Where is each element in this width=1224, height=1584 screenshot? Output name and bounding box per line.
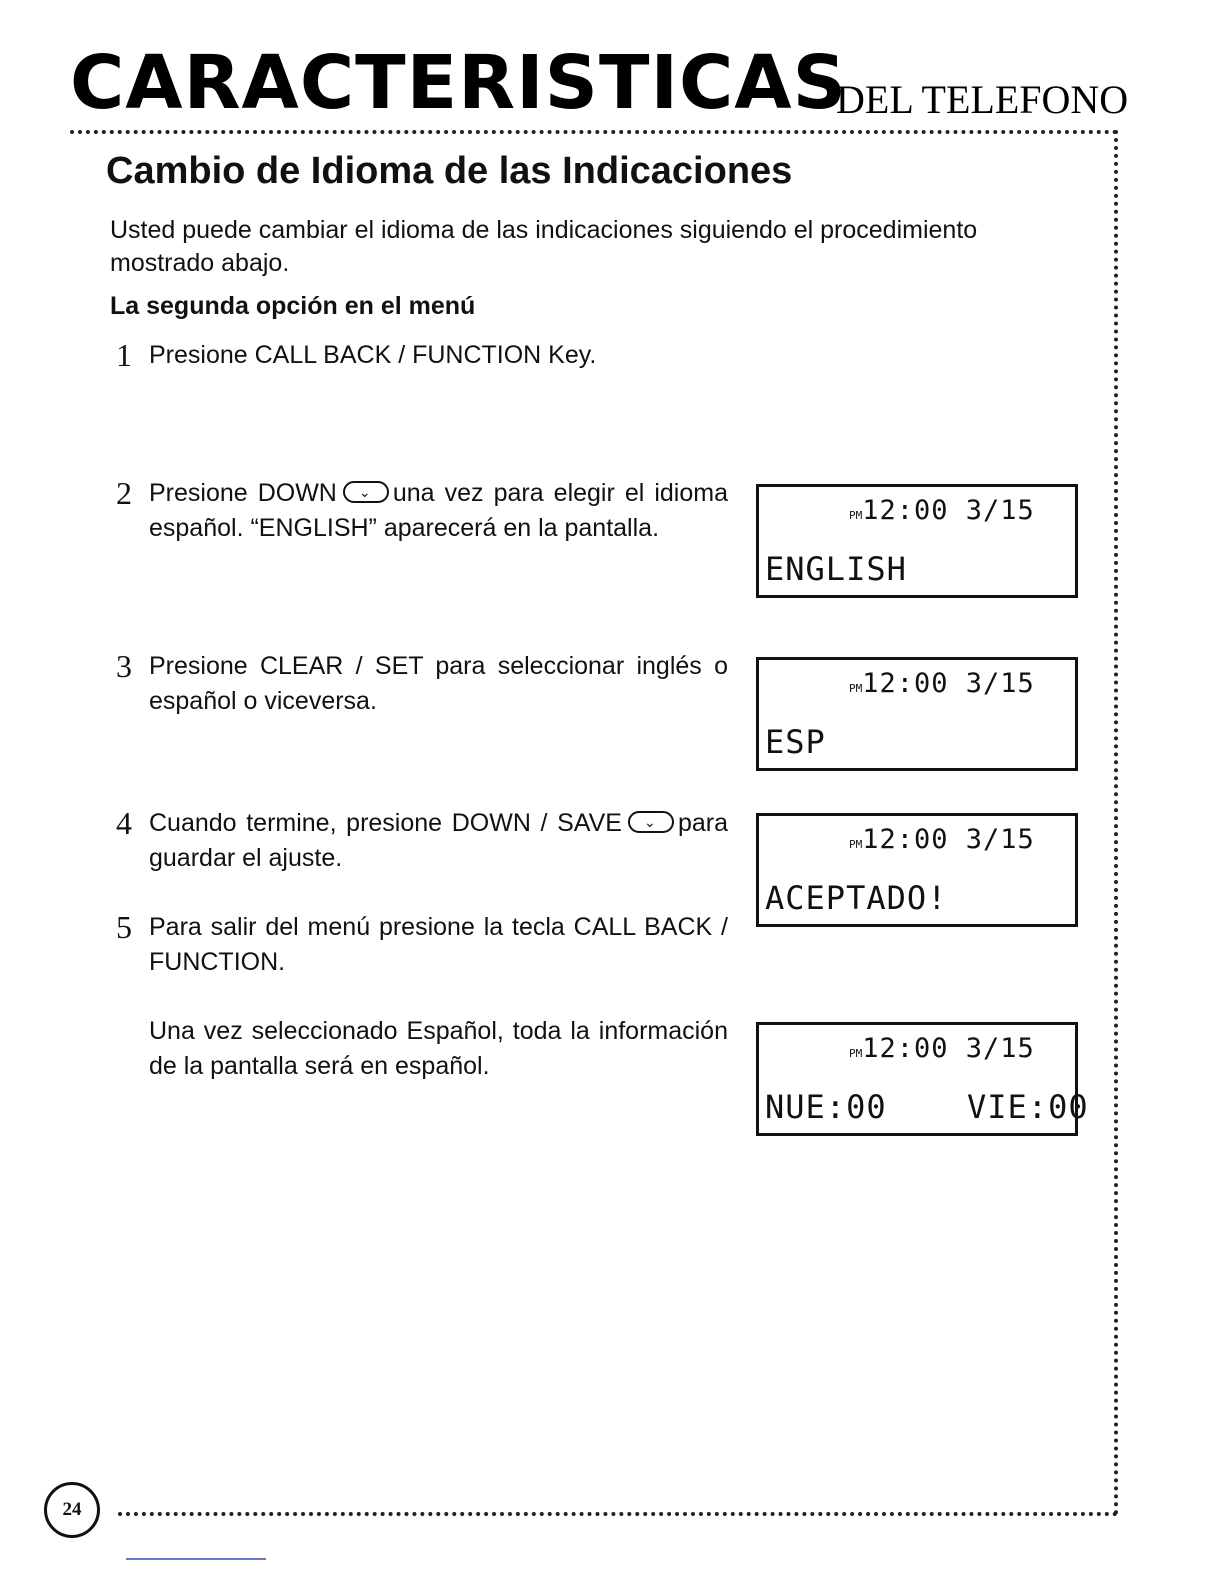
intro-paragraph: Usted puede cambiar el idioma de las indicaciones siguiendo el procedimiento mostrado abajo.	[110, 216, 978, 277]
step-text	[149, 806, 728, 876]
closing-note: Una vez seleccionado Español, toda la información de la pantalla será en español.	[149, 1017, 728, 1080]
section-title: Cambio de Idioma de las Indicaciones	[106, 150, 793, 192]
page-number: 24	[44, 1482, 100, 1538]
lcd-time-value: 12:00 3/15	[862, 1033, 1035, 1064]
lcd-line: ACEPTADO!	[765, 879, 948, 917]
step-text: Presione CALL BACK / FUNCTION Key.	[149, 341, 597, 369]
lcd-time	[849, 668, 1035, 699]
lcd-line: ENGLISH	[765, 550, 907, 588]
step-text	[149, 476, 728, 546]
down-arrow-key-icon: ⌄	[628, 811, 674, 833]
lcd-pm-indicator: PM	[849, 838, 863, 851]
dotted-divider-right	[1114, 130, 1118, 1516]
step-number: 4	[116, 805, 132, 841]
step-2	[116, 476, 728, 546]
step-number: 3	[116, 648, 132, 684]
footer-underline	[126, 1558, 266, 1560]
step-text: Para salir del menú presione la tecla CALL BACK / FUNCTION.	[149, 913, 728, 976]
lcd-time	[849, 824, 1035, 855]
page-subtitle: DEL TELEFONO	[836, 77, 1129, 122]
lcd-pm-indicator: PM	[849, 509, 863, 522]
lcd-display-esp	[756, 657, 1078, 771]
lcd-line: ESP	[765, 723, 826, 761]
lcd-time-value: 12:00 3/15	[862, 668, 1035, 699]
lcd-time-value: 12:00 3/15	[862, 824, 1035, 855]
lcd-time-value: 12:00 3/15	[862, 495, 1035, 526]
lcd-display-idle	[756, 1022, 1089, 1136]
step-text-after: una vez para elegir el idioma español. “ENGLISH” aparecerá en la pantalla.	[149, 479, 728, 542]
step-number: 1	[116, 337, 132, 373]
step-text-before: Presione DOWN	[149, 479, 337, 507]
step-text-after: para guardar el ajuste.	[149, 809, 728, 872]
step-1	[116, 338, 728, 373]
step-4	[116, 806, 728, 876]
lcd-pm-indicator: PM	[849, 682, 863, 695]
step-number: 2	[116, 475, 132, 511]
dotted-divider-bottom	[118, 1512, 1118, 1516]
lcd-new-count: NUE:00	[765, 1088, 887, 1126]
subheading: La segunda opción en el menú	[110, 292, 476, 320]
lcd-time	[849, 495, 1035, 526]
lcd-line	[765, 1088, 1089, 1126]
lcd-old-count: VIE:00	[967, 1088, 1089, 1126]
step-5	[116, 910, 728, 980]
step-text-before: Cuando termine, presione DOWN / SAVE	[149, 809, 622, 837]
page-title: CARACTERISTICAS	[70, 40, 847, 126]
lcd-time	[849, 1033, 1035, 1064]
step-3	[116, 649, 728, 719]
lcd-display-english	[756, 484, 1078, 598]
step-text: Presione CLEAR / SET para seleccionar inglés o español o viceversa.	[149, 652, 728, 715]
dotted-divider-top	[70, 130, 1118, 134]
lcd-display-aceptado	[756, 813, 1078, 927]
step-number: 5	[116, 909, 132, 945]
lcd-pm-indicator: PM	[849, 1047, 863, 1060]
down-arrow-key-icon: ⌄	[343, 481, 389, 503]
